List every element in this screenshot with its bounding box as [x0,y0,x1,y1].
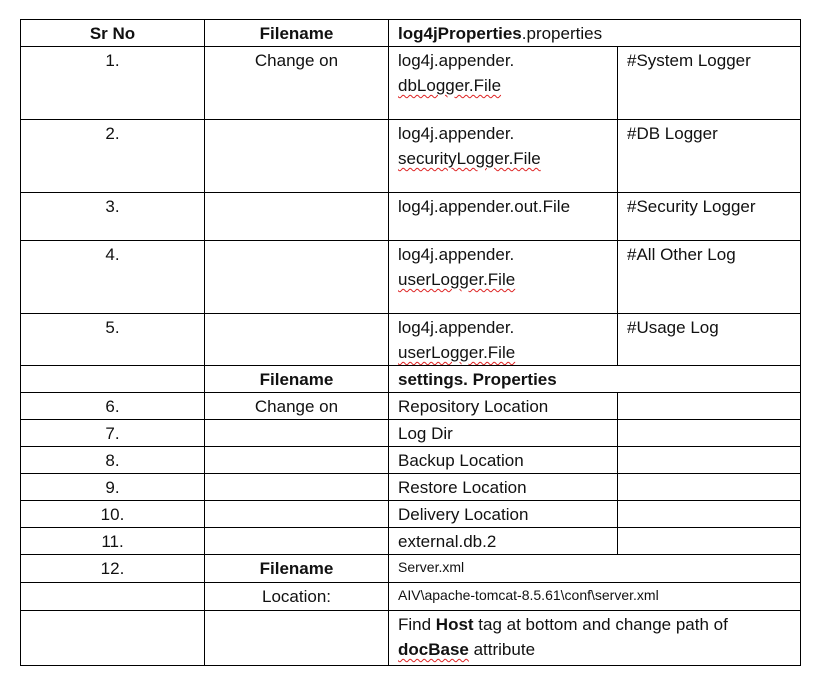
empty-cell [205,611,389,666]
config-table [20,19,801,666]
server-xml-value: Server.xml [389,555,801,583]
sr-cell: 7. [21,420,205,447]
comment-cell: #DB Logger [618,120,801,193]
comment-cell: #System Logger [618,47,801,120]
sr-cell: 10. [21,501,205,528]
empty-cell [618,393,801,420]
file1-ext: .properties [521,24,603,43]
setting-cell: Log Dir [389,420,618,447]
sr-cell: 12. [21,555,205,583]
empty-cell [205,193,389,241]
sr-cell: 3. [21,193,205,241]
setting-cell: Backup Location [389,447,618,474]
table-row [21,583,801,611]
property-line1: log4j.appender. [398,318,515,337]
property-line2: securityLogger.File [398,149,541,168]
property-line1: log4j.appender. [398,245,515,264]
table-row [21,555,801,583]
setting-cell: Delivery Location [389,501,618,528]
sr-cell: 5. [21,314,205,366]
empty-cell [618,447,801,474]
header-file1 [389,20,801,47]
empty-cell [205,501,389,528]
comment-cell: #Security Logger [618,193,801,241]
table-row [21,47,801,120]
sr-cell: 4. [21,241,205,314]
property-cell [389,241,618,314]
empty-cell [205,120,389,193]
property-line2: dbLogger.File [398,76,502,95]
setting-cell: Restore Location [389,474,618,501]
empty-cell [21,366,205,393]
comment-cell: #All Other Log [618,241,801,314]
file1-name-bold: log4jProperties [398,24,522,43]
change-on-cell: Change on [205,47,389,120]
table-row [21,420,801,447]
table-row [21,241,801,314]
setting-cell: Repository Location [389,393,618,420]
empty-cell [618,420,801,447]
empty-cell [205,474,389,501]
change-on-cell: Change on [205,393,389,420]
empty-cell [205,314,389,366]
table-row [21,393,801,420]
empty-cell [205,528,389,555]
filename-label: Filename [205,366,389,393]
note-text: tag at bottom and change path of [473,615,728,634]
location-label: Location: [205,583,389,611]
filename-label: Filename [205,555,389,583]
empty-cell [21,583,205,611]
comment-cell: #Usage Log [618,314,801,366]
empty-cell [205,420,389,447]
property-cell: log4j.appender.out.File [389,193,618,241]
property-line2: userLogger.File [398,270,516,289]
header-sr-no: Sr No [21,20,205,47]
property-cell [389,120,618,193]
table-row [21,501,801,528]
sr-cell: 2. [21,120,205,193]
table-row [21,474,801,501]
property-cell [389,314,618,366]
empty-cell [205,447,389,474]
table-row [21,193,801,241]
sr-cell: 11. [21,528,205,555]
note-host-keyword: Host [435,615,474,634]
empty-cell [618,528,801,555]
table-row [21,447,801,474]
property-line2: userLogger.File [398,343,516,362]
empty-cell [205,241,389,314]
empty-cell [21,611,205,666]
empty-cell [618,501,801,528]
setting-cell: external.db.2 [389,528,618,555]
table-row [21,528,801,555]
table-row [21,120,801,193]
property-line1: log4j.appender. [398,124,515,143]
header-filename: Filename [205,20,389,47]
instruction-note [389,611,801,666]
location-value: AIV\apache-tomcat-8.5.61\conf\server.xml [389,583,801,611]
note-text: attribute [468,640,536,659]
note-text: Find [398,615,436,634]
table-row [21,314,801,366]
note-docbase-keyword: docBase [398,640,469,659]
sr-cell: 6. [21,393,205,420]
property-line1: log4j.appender. [398,51,515,70]
sr-cell: 9. [21,474,205,501]
sr-cell: 1. [21,47,205,120]
table-row [21,611,801,666]
file2-name: settings. Properties [389,366,801,393]
section2-header-row [21,366,801,393]
empty-cell [618,474,801,501]
sr-cell: 8. [21,447,205,474]
table-header-row [21,20,801,47]
property-cell [389,47,618,120]
